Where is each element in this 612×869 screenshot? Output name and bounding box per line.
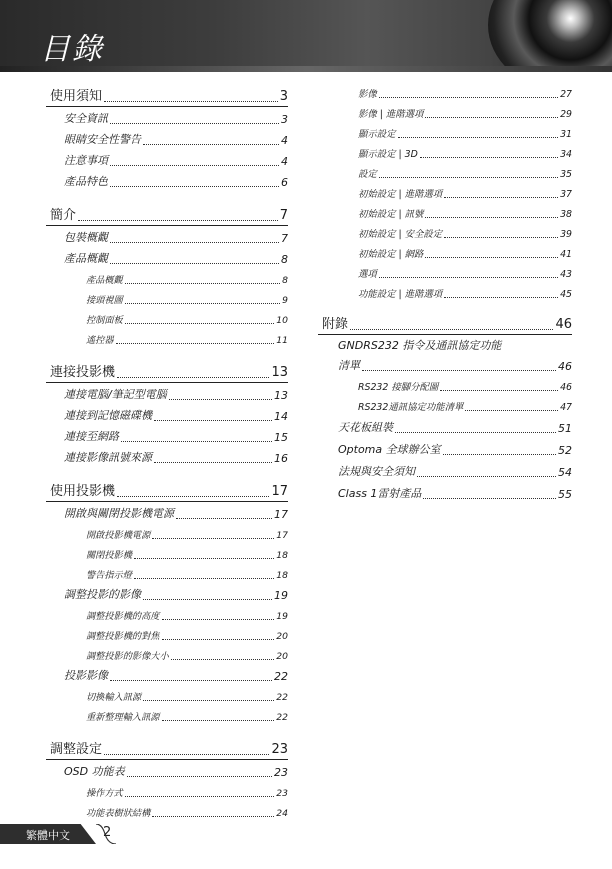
leader-dots <box>125 283 280 284</box>
toc-entry-page: 11 <box>276 335 288 346</box>
toc-entry-page: 52 <box>558 444 572 457</box>
toc-entry-gndrs232[interactable] <box>318 335 572 375</box>
toc-entry-title: 連接至網路 <box>64 430 119 443</box>
toc-entry-title: 影像 <box>358 86 377 100</box>
toc-entry-page: 22 <box>274 670 288 683</box>
leader-dots <box>104 101 278 102</box>
toc-entry-page: 7 <box>279 208 288 223</box>
leader-dots <box>465 410 558 411</box>
toc-entry-title: 連接影像訊號來源 <box>64 451 152 464</box>
toc-entry-page: 22 <box>276 692 288 703</box>
toc-entry-title: 關閉投影機 <box>86 547 132 561</box>
toc-entry-title: 包裝概觀 <box>64 231 108 244</box>
toc-entry-page: 41 <box>560 249 572 260</box>
toc-entry-title: 眼睛安全性警告 <box>64 133 141 146</box>
toc-entry-page: 17 <box>276 530 288 541</box>
toc-entry-page: 22 <box>276 712 288 723</box>
leader-dots <box>110 186 279 187</box>
toc-entry-page: 23 <box>271 742 288 757</box>
toc-entry[interactable] <box>46 664 288 685</box>
leader-dots <box>121 441 272 442</box>
toc-entry-page: 14 <box>274 410 288 423</box>
toc-entry[interactable] <box>46 404 288 425</box>
toc-heading[interactable] <box>46 82 288 107</box>
toc-entry-title-line2: 清單 <box>338 359 360 372</box>
toc-entry-title: Optoma 全球辦公室 <box>338 443 441 456</box>
toc-entry-title: 注意事項 <box>64 154 108 167</box>
toc-entry-page: 10 <box>276 315 288 326</box>
toc-entry-page: 4 <box>281 134 288 147</box>
toc-right-column <box>318 82 572 503</box>
toc-entry-title: 功能設定 | 進階選項 <box>358 286 442 300</box>
toc-entry[interactable] <box>318 222 572 242</box>
toc-entry[interactable] <box>46 760 288 781</box>
toc-entry-title: 調整投影機的高度 <box>86 608 160 622</box>
toc-entry-title: 使用須知 <box>50 85 102 104</box>
toc-heading[interactable] <box>46 201 288 226</box>
toc-entry[interactable] <box>46 128 288 149</box>
toc-entry[interactable] <box>318 415 572 437</box>
toc-entry-page: 37 <box>560 189 572 200</box>
toc-entry-page: 17 <box>271 484 288 499</box>
toc-entry[interactable] <box>46 604 288 624</box>
leader-dots <box>444 237 558 238</box>
toc-entry-title: 產品概觀 <box>86 272 123 286</box>
toc-entry-title: RS232 接腳分配圖 <box>358 379 438 393</box>
toc-entry[interactable] <box>46 583 288 604</box>
toc-entry-title: 開啟與關閉投影機電源 <box>64 507 174 520</box>
toc-entry-page: 20 <box>276 631 288 642</box>
toc-entry[interactable] <box>46 226 288 247</box>
leader-dots <box>116 343 274 344</box>
toc-entry[interactable] <box>46 801 288 821</box>
toc-entry-title: 初始設定 | 進階選項 <box>358 186 442 200</box>
toc-entry[interactable] <box>318 182 572 202</box>
toc-entry-page: 51 <box>558 422 572 435</box>
toc-entry-page: 31 <box>560 129 572 140</box>
toc-entry-page: 19 <box>274 589 288 602</box>
toc-entry-page: 16 <box>274 452 288 465</box>
leader-dots <box>110 242 279 243</box>
leader-dots <box>440 390 558 391</box>
toc-entry-page: 24 <box>276 808 288 819</box>
toc-entry[interactable] <box>318 242 572 262</box>
toc-entry-page: 3 <box>279 89 288 104</box>
toc-entry-page: 23 <box>276 788 288 799</box>
leader-dots <box>110 123 279 124</box>
toc-entry-title: 顯示設定 <box>358 126 396 140</box>
toc-entry-title: 連接投影機 <box>50 361 115 380</box>
toc-entry-page: 4 <box>281 155 288 168</box>
toc-entry-title: Class 1雷射產品 <box>338 487 422 500</box>
toc-entry[interactable] <box>46 523 288 543</box>
toc-entry-page: 55 <box>558 488 572 501</box>
leader-dots <box>350 329 553 330</box>
toc-entry-page: 15 <box>274 431 288 444</box>
toc-entry-page: 13 <box>271 365 288 380</box>
toc-right-top-list <box>318 82 572 302</box>
leader-dots <box>143 700 274 701</box>
toc-entry[interactable] <box>46 563 288 583</box>
toc-left-column <box>46 82 288 821</box>
toc-entry[interactable] <box>46 383 288 404</box>
leader-dots <box>143 144 279 145</box>
toc-entry-page: 47 <box>560 402 572 413</box>
leader-dots <box>152 816 274 817</box>
toc-entry-title: 開啟投影機電源 <box>86 527 150 541</box>
toc-entry-page: 35 <box>560 169 572 180</box>
leader-dots <box>444 297 558 298</box>
toc-entry-title: 法規與安全須知 <box>338 465 415 478</box>
toc-entry[interactable] <box>318 459 572 481</box>
toc-heading-title: 附錄 <box>322 313 348 332</box>
leader-dots <box>162 619 274 620</box>
leader-dots <box>78 220 278 221</box>
leader-dots <box>162 720 274 721</box>
leader-dots <box>162 639 274 640</box>
leader-dots <box>117 377 269 378</box>
leader-dots <box>425 217 558 218</box>
leader-dots <box>420 157 558 158</box>
toc-entry-title: RS232通訊協定功能清單 <box>358 399 463 413</box>
toc-entry-page: 8 <box>282 275 288 286</box>
toc-entry-title-line1: GNDRS232 指令及通訊協定功能 <box>338 339 502 352</box>
page-title: 目錄 <box>40 32 104 67</box>
leader-dots <box>154 420 272 421</box>
leader-dots <box>125 796 274 797</box>
toc-entry[interactable] <box>318 162 572 182</box>
toc-entry[interactable] <box>318 142 572 162</box>
toc-entry-title: 產品特色 <box>64 175 108 188</box>
toc-entry[interactable] <box>46 107 288 128</box>
toc-entry-title: 顯示設定 | 3D <box>358 146 418 160</box>
toc-entry-page: 20 <box>276 651 288 662</box>
toc-entry-title: 初始設定 | 訊號 <box>358 206 423 220</box>
leader-dots <box>127 776 272 777</box>
toc-entry[interactable] <box>318 282 572 302</box>
toc-heading[interactable] <box>46 358 288 383</box>
leader-dots <box>104 754 269 755</box>
appendix-other-list <box>318 415 572 503</box>
toc-entry[interactable] <box>46 502 288 523</box>
toc-entry-page: 18 <box>276 570 288 581</box>
leader-dots <box>143 599 272 600</box>
toc-entry-page: 19 <box>276 611 288 622</box>
toc-entry-title: 控制面板 <box>86 312 123 326</box>
toc-entry-title: 選項 <box>358 266 377 280</box>
leader-dots <box>362 370 556 371</box>
toc-entry-page: 3 <box>281 113 288 126</box>
toc-entry-title: 初始設定 | 安全設定 <box>358 226 442 240</box>
toc-entry-title: 影像 | 進階選項 <box>358 106 423 120</box>
toc-entry[interactable] <box>318 375 572 395</box>
toc-entry-title: 調整投影的影像 <box>64 588 141 601</box>
toc-entry[interactable] <box>46 685 288 705</box>
leader-dots <box>379 277 558 278</box>
leader-dots <box>134 558 274 559</box>
toc-entry-page: 8 <box>281 253 288 266</box>
toc-entry-page: 34 <box>560 149 572 160</box>
toc-entry-title: 調整投影機的對焦 <box>86 628 160 642</box>
toc-entry[interactable] <box>46 781 288 801</box>
toc-entry-title: 天花板組裝 <box>338 421 393 434</box>
toc-entry-title: 警告指示燈 <box>86 567 132 581</box>
leader-dots <box>134 578 274 579</box>
toc-entry-page: 45 <box>560 289 572 300</box>
toc-entry[interactable] <box>46 149 288 170</box>
leader-dots <box>125 323 274 324</box>
leader-dots <box>379 177 558 178</box>
toc-entry-title: 安全資訊 <box>64 112 108 125</box>
appendix-section <box>318 310 572 503</box>
toc-entry-page: 9 <box>282 295 288 306</box>
toc-entry-title: OSD 功能表 <box>64 765 125 778</box>
leader-dots <box>117 496 269 497</box>
toc-entry-page: 46 <box>560 382 572 393</box>
page-footer <box>0 824 110 844</box>
toc-entry[interactable] <box>46 705 288 725</box>
toc-entry-title: 連接到記憶磁碟機 <box>64 409 152 422</box>
toc-entry-title: 切換輸入訊源 <box>86 689 141 703</box>
toc-entry[interactable] <box>46 644 288 664</box>
leader-dots <box>444 197 558 198</box>
leader-dots <box>110 263 279 264</box>
toc-entry-page: 27 <box>560 89 572 100</box>
leader-dots <box>425 117 558 118</box>
toc-entry-title: 遙控器 <box>86 332 114 346</box>
toc-entry-page: 23 <box>274 766 288 779</box>
toc-entry-page: 18 <box>276 550 288 561</box>
toc-entry-page: 17 <box>274 508 288 521</box>
toc-heading[interactable] <box>46 735 288 760</box>
toc-entry-title: 產品概觀 <box>64 252 108 265</box>
toc-entry[interactable] <box>318 262 572 282</box>
toc-entry[interactable] <box>318 82 572 102</box>
toc-entry-page: 7 <box>281 232 288 245</box>
toc-entry[interactable] <box>46 170 288 191</box>
toc-entry[interactable] <box>46 543 288 563</box>
leader-dots <box>425 257 558 258</box>
leader-dots <box>154 462 272 463</box>
toc-entry[interactable] <box>318 481 572 503</box>
toc-entry-title: 接頭視圖 <box>86 292 123 306</box>
toc-entry-title: 設定 <box>358 166 377 180</box>
toc-heading-appendix[interactable] <box>318 310 572 335</box>
toc-entry-page: 6 <box>281 176 288 189</box>
toc-entry-page: 54 <box>558 466 572 479</box>
toc-entry-page: 43 <box>560 269 572 280</box>
toc-entry[interactable] <box>46 288 288 308</box>
toc-entry[interactable] <box>318 102 572 122</box>
toc-entry-title: 使用投影機 <box>50 480 115 499</box>
toc-entry-title: 重新整理輸入訊源 <box>86 709 160 723</box>
leader-dots <box>171 659 274 660</box>
toc-entry-title: 調整設定 <box>50 738 102 757</box>
leader-dots <box>417 476 556 477</box>
toc-entry-page: 38 <box>560 209 572 220</box>
toc-entry[interactable] <box>46 446 288 467</box>
projector-lens-graphic <box>488 0 612 72</box>
toc-entry-title: 功能表樹狀結構 <box>86 805 150 819</box>
leader-dots <box>125 303 280 304</box>
toc-entry-title: 簡介 <box>50 204 76 223</box>
page-number: 2 <box>103 825 112 840</box>
toc-entry-page: 29 <box>560 109 572 120</box>
leader-dots <box>110 165 279 166</box>
toc-entry-page: 39 <box>560 229 572 240</box>
toc-entry[interactable] <box>318 122 572 142</box>
leader-dots <box>110 680 272 681</box>
toc-entry-title: 操作方式 <box>86 785 123 799</box>
leader-dots <box>443 454 556 455</box>
leader-dots <box>176 518 272 519</box>
leader-dots <box>395 432 556 433</box>
toc-entry-title: 初始設定 | 網路 <box>358 246 423 260</box>
leader-dots <box>423 498 556 499</box>
toc-entry[interactable] <box>46 247 288 268</box>
toc-entry[interactable] <box>46 328 288 348</box>
toc-entry[interactable] <box>318 437 572 459</box>
language-label: 繁體中文 <box>26 829 70 842</box>
toc-entry[interactable] <box>318 202 572 222</box>
leader-dots <box>379 97 558 98</box>
toc-entry[interactable] <box>46 624 288 644</box>
toc-entry-page: 13 <box>274 389 288 402</box>
toc-entry[interactable] <box>46 425 288 446</box>
toc-entry[interactable] <box>318 395 572 415</box>
leader-dots <box>398 137 558 138</box>
rs232-sublist <box>318 375 572 415</box>
toc-entry-title: 投影影像 <box>64 669 108 682</box>
toc-entry-title: 調整投影的影像大小 <box>86 648 169 662</box>
toc-heading[interactable] <box>46 477 288 502</box>
toc-heading-page: 46 <box>555 317 572 332</box>
page-header <box>0 0 612 72</box>
leader-dots <box>152 538 274 539</box>
toc-entry[interactable] <box>46 308 288 328</box>
toc-entry[interactable] <box>46 268 288 288</box>
toc-entry-title: 連接電腦/筆記型電腦 <box>64 388 167 401</box>
toc-entry-page: 46 <box>558 360 572 373</box>
leader-dots <box>169 399 272 400</box>
